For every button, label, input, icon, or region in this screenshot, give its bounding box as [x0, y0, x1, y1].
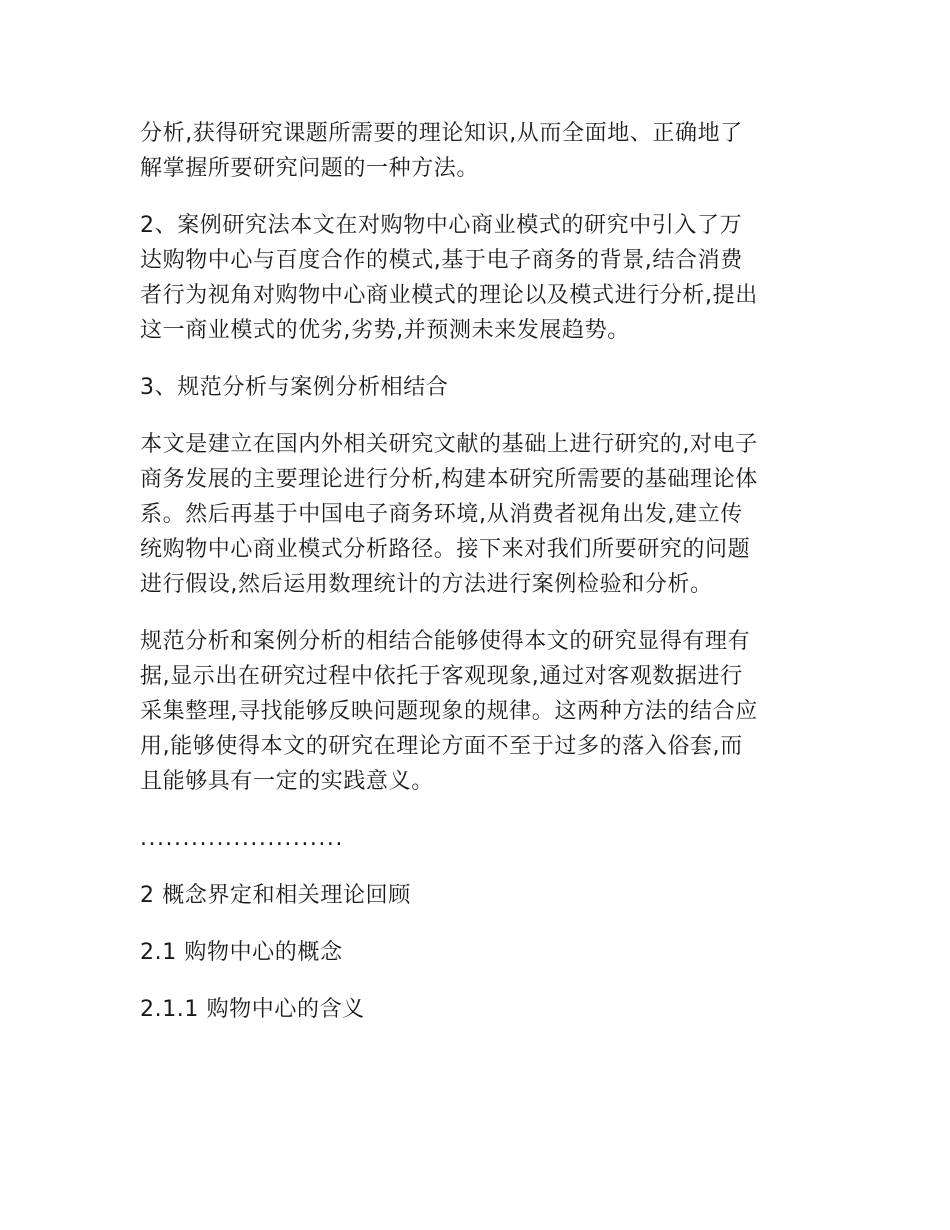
- chapter-heading: 2 概念界定和相关理论回顾: [140, 883, 411, 908]
- text-line: 本文是建立在国内外相关研究文献的基础上进行研究的,对电子: [140, 432, 758, 457]
- text-line: 统购物中心商业模式分析路径。接下来对我们所要研究的问题: [140, 537, 751, 562]
- text-line: 解掌握所要研究问题的一种方法。: [140, 156, 480, 181]
- text-line: 据,显示出在研究过程中依托于客观现象,通过对客观数据进行: [140, 664, 743, 689]
- section-heading: 2.1 购物中心的概念: [140, 940, 343, 965]
- paragraph-method-intro: [140, 116, 812, 186]
- paragraph-combined-analysis: [140, 624, 812, 799]
- text-line: 进行假设,然后运用数理统计的方法进行案例检验和分析。: [140, 572, 713, 597]
- text-line: 分析,获得研究课题所需要的理论知识,从而全面地、正确地了: [140, 121, 743, 146]
- text-line: 规范分析和案例分析的相结合能够使得本文的研究显得有理有: [140, 629, 751, 654]
- text-line: 采集整理,寻找能够反映问题现象的规律。这两种方法的结合应: [140, 699, 758, 724]
- text-line: 系。然后再基于中国电子商务环境,从消费者视角出发,建立传: [140, 502, 743, 527]
- text-line: 商务发展的主要理论进行分析,构建本研究所需要的基础理论体: [140, 467, 758, 492]
- text-line: 这一商业模式的优劣,劣势,并预测未来发展趋势。: [140, 318, 630, 343]
- text-line: 用,能够使得本文的研究在理论方面不至于过多的落入俗套,而: [140, 734, 743, 759]
- document-page: [140, 116, 812, 1049]
- text-line: 达购物中心与百度合作的模式,基于电子商务的背景,结合消费: [140, 248, 743, 273]
- paragraph-literature-basis: [140, 427, 812, 602]
- subsection-heading: 2.1.1 购物中心的含义: [140, 997, 365, 1022]
- text-line: 3、规范分析与案例分析相结合: [140, 375, 449, 400]
- text-line: 且能够具有一定的实践意义。: [140, 769, 434, 794]
- paragraph-method-heading: [140, 370, 812, 405]
- text-line: 2、案例研究法本文在对购物中心商业模式的研究中引入了万: [140, 213, 743, 238]
- paragraph-case-study: [140, 208, 812, 348]
- ellipsis-separator: ........................: [140, 826, 344, 851]
- text-line: 者行为视角对购物中心商业模式的理论以及模式进行分析,提出: [140, 283, 758, 308]
